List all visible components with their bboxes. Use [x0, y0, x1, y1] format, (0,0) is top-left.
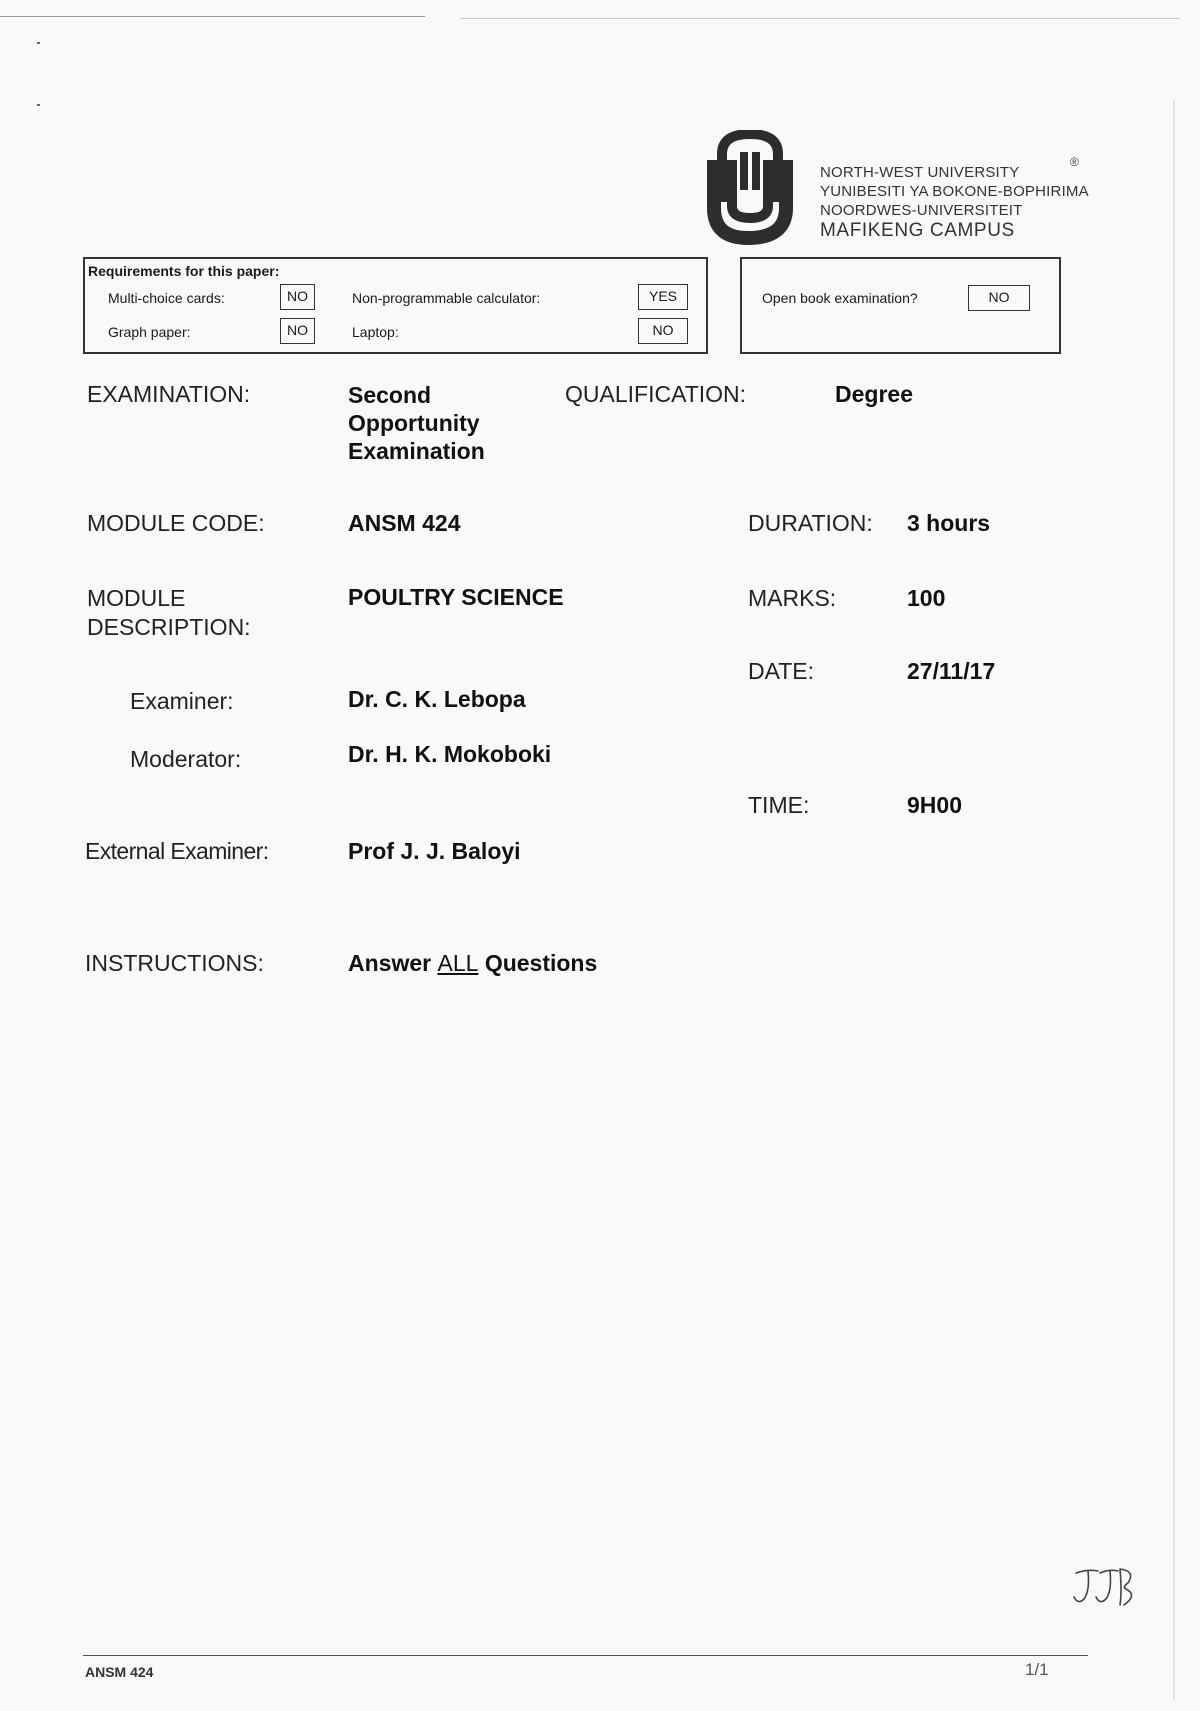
scan-edge-line — [460, 18, 1180, 19]
module-description-label-line: DESCRIPTION: — [87, 614, 251, 640]
laptop-label: Laptop: — [352, 324, 399, 340]
duration-value: 3 hours — [907, 510, 991, 536]
duration-label: DURATION: — [748, 510, 873, 536]
qualification-value: Degree — [835, 381, 913, 407]
moderator-label: Moderator: — [130, 746, 242, 772]
examination-value-line: Second — [348, 382, 432, 408]
module-description-label-line: MODULE — [87, 585, 186, 611]
campus-name: MAFIKENG CAMPUS — [820, 220, 1015, 241]
scan-edge-line — [1173, 100, 1175, 1700]
instructions-emphasis: ALL — [437, 950, 479, 976]
university-name-line: NORTH-WEST UNIVERSITY — [820, 164, 1020, 181]
examination-value-line: Opportunity — [348, 410, 480, 436]
graph-paper-label: Graph paper: — [108, 324, 191, 340]
external-examiner-value: Prof J. J. Baloyi — [348, 838, 521, 864]
footer-rule — [83, 1655, 1088, 1656]
university-logo — [700, 130, 800, 245]
instructions-value — [348, 950, 597, 977]
module-code-value: ANSM 424 — [348, 510, 461, 536]
marks-label: MARKS: — [748, 585, 837, 611]
calculator-value-box: YES — [638, 284, 688, 310]
instructions-text: Answer — [348, 950, 432, 976]
university-name-line: NOORDWES-UNIVERSITEIT — [820, 202, 1023, 219]
module-description-value: POULTRY SCIENCE — [348, 584, 564, 610]
graph-paper-value-box: NO — [280, 318, 315, 344]
multi-choice-label: Multi-choice cards: — [108, 290, 225, 306]
qualification-label: QUALIFICATION: — [565, 381, 747, 407]
external-examiner-label: External Examiner: — [85, 838, 269, 864]
moderator-value: Dr. H. K. Mokoboki — [348, 741, 552, 767]
examination-value-line: Examination — [348, 438, 485, 464]
instructions-label: INSTRUCTIONS: — [85, 950, 264, 976]
module-description-label — [87, 584, 251, 642]
marks-value: 100 — [907, 585, 946, 611]
university-name-block — [820, 163, 1089, 240]
open-book-value-box: NO — [968, 285, 1030, 311]
time-label: TIME: — [748, 792, 810, 818]
footer-page-number: 1/1 — [1025, 1660, 1049, 1679]
module-code-label: MODULE CODE: — [87, 510, 265, 536]
calculator-label: Non-programmable calculator: — [352, 290, 541, 306]
date-value: 27/11/17 — [907, 658, 996, 684]
registered-mark: ® — [1070, 155, 1079, 169]
requirements-heading: Requirements for this paper: — [88, 263, 280, 279]
scan-speck — [37, 104, 40, 106]
footer-module-code: ANSM 424 — [85, 1664, 154, 1680]
scan-speck — [37, 42, 40, 44]
open-book-label: Open book examination? — [762, 290, 918, 306]
examiner-label: Examiner: — [130, 688, 234, 714]
instructions-text: Questions — [484, 950, 598, 976]
date-label: DATE: — [748, 658, 815, 684]
examiner-value: Dr. C. K. Lebopa — [348, 686, 526, 712]
time-value: 9H00 — [907, 792, 962, 818]
university-name-line: YUNIBESITI YA BOKONE-BOPHIRIMA — [820, 183, 1089, 200]
signature-initials — [1070, 1565, 1140, 1615]
examination-value — [348, 381, 485, 465]
laptop-value-box: NO — [638, 318, 688, 344]
multi-choice-value-box: NO — [280, 284, 315, 310]
examination-label: EXAMINATION: — [87, 381, 251, 407]
scan-edge-line — [0, 16, 425, 17]
